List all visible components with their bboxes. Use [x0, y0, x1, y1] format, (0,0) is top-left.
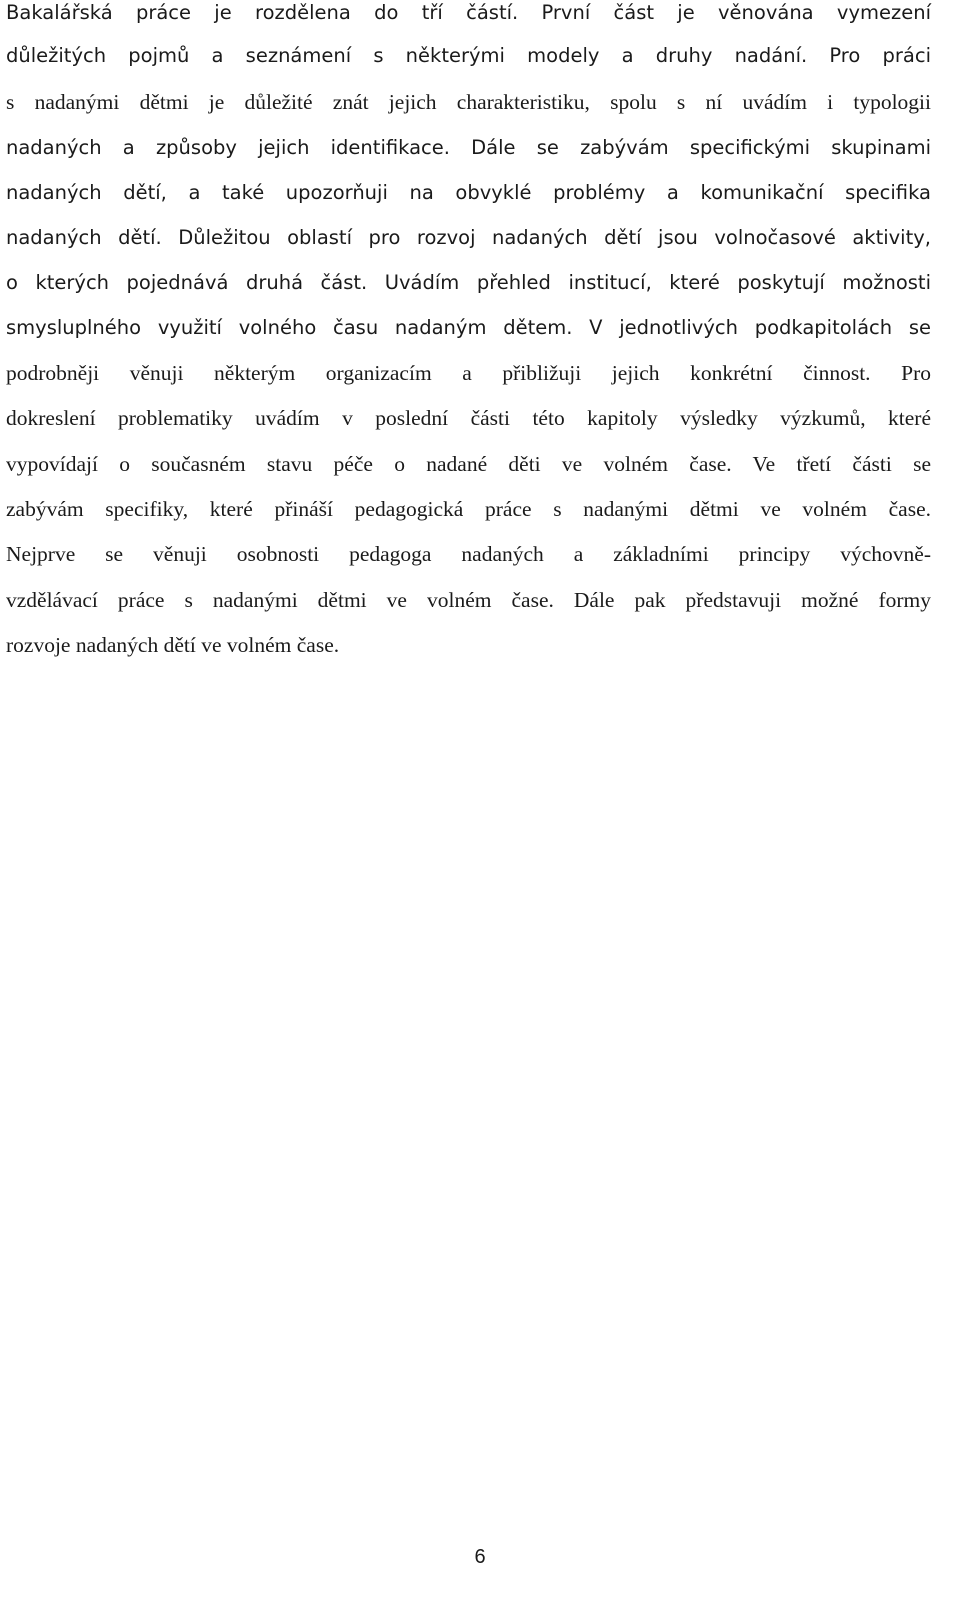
text-line-14: vzdělávací práce s nadanými dětmi ve volném čase. Dále pak představuji možné formy: [6, 588, 931, 612]
text-line-1: Bakalářská práce je rozdělena do tří částí. První část je věnována vymezení: [6, 1, 931, 24]
text-line-11: vypovídají o současném stavu péče o nadané děti ve volném čase. Ve třetí části se: [6, 452, 931, 476]
text-line-12: zabývám specifiky, které přináší pedagogická práce s nadanými dětmi ve volném čase.: [6, 497, 931, 521]
text-line-13: Nejprve se věnuji osobnosti pedagoga nadaných a základními principy výchovně-: [6, 542, 931, 566]
text-line-7: o kterých pojednává druhá část. Uvádím přehled institucí, které poskytují možnosti: [6, 271, 931, 294]
text-line-2: důležitých pojmů a seznámení s některými modely a druhy nadání. Pro práci: [6, 44, 931, 67]
page-number: 6: [474, 1546, 486, 1568]
text-line-8: smysluplného využití volného času nadaným dětem. V jednotlivých podkapitolách se: [6, 316, 931, 339]
text-line-10: dokreslení problematiky uvádím v poslední části této kapitoly výsledky výzkumů, které: [6, 406, 931, 430]
text-line-15: rozvoje nadaných dětí ve volném čase.: [6, 633, 340, 657]
text-line-4: nadaných a způsoby jejich identifikace. Dále se zabývám specifickými skupinami: [6, 136, 931, 159]
text-line-6: nadaných dětí. Důležitou oblastí pro rozvoj nadaných dětí jsou volnočasové aktivity,: [6, 226, 931, 249]
text-line-9: podrobněji věnuji některým organizacím a přibližuji jejich konkrétní činnost. Pro: [6, 361, 931, 385]
text-line-3: s nadanými dětmi je důležité znát jejich charakteristiku, spolu s ní uvádím i typologii: [6, 90, 931, 114]
text-line-5: nadaných dětí, a také upozorňuji na obvyklé problémy a komunikační specifika: [6, 181, 931, 204]
